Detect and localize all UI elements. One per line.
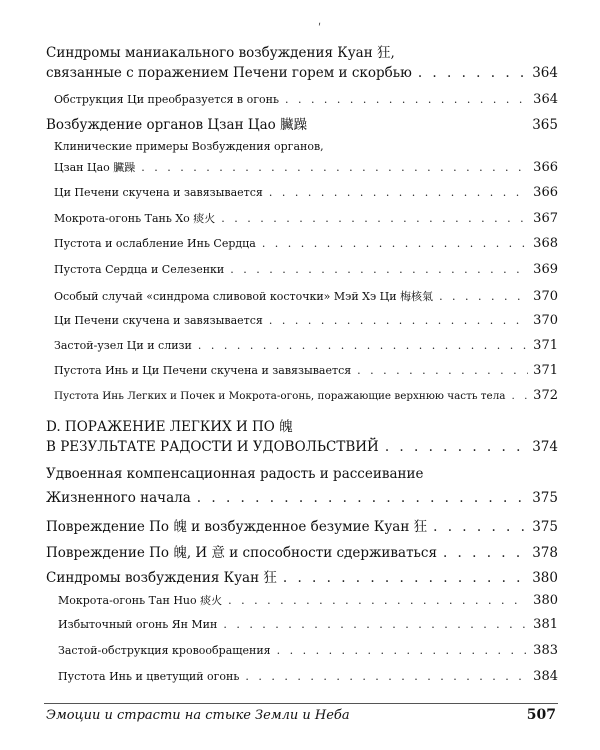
toc-entry xyxy=(46,490,558,506)
toc-entry-label: связанные с поражением Печени горем и скорбью xyxy=(46,65,412,81)
toc-entry xyxy=(46,313,558,328)
toc-entry-label: Застой-обструкция кровообращения xyxy=(58,644,271,657)
toc-entry xyxy=(46,236,558,251)
toc-entry xyxy=(46,617,558,632)
toc-entry-label: Мокрота-огонь Тань Хо 痰火 xyxy=(54,212,216,225)
toc-entry-line1: Синдромы маниакального возбуждения Куан 狂, xyxy=(46,45,395,61)
dot-leader xyxy=(223,618,528,631)
toc-entry-page: 374 xyxy=(532,439,558,455)
margin-mark: ʹ xyxy=(318,22,322,35)
toc-entry-page: 364 xyxy=(532,65,558,81)
dot-leader xyxy=(269,314,528,327)
dot-leader xyxy=(230,263,528,276)
toc-entry-page: 380 xyxy=(533,593,558,608)
dot-leader xyxy=(221,212,528,225)
toc-entry-label: Пустота и ослабление Инь Сердца xyxy=(54,237,256,250)
toc-entry-label: Ци Печени скучена и завязывается xyxy=(54,186,263,199)
dot-leader xyxy=(418,65,528,81)
toc-entry xyxy=(46,65,558,81)
toc-entry xyxy=(46,363,558,378)
toc-entry xyxy=(46,159,558,175)
toc-entry-page: 366 xyxy=(533,185,558,200)
toc-entry xyxy=(46,515,558,535)
toc-section-heading xyxy=(46,439,558,455)
toc-entry-label: Застой-узел Ци и слизи xyxy=(54,339,192,352)
toc-entry xyxy=(46,185,558,200)
toc-entry xyxy=(46,210,558,226)
toc-entry-label: Особый случай «синдрома сливовой косточки» Мэй Хэ Ци 梅核氣 xyxy=(54,290,434,303)
toc-entry-label: Цзан Цао 臟躁 xyxy=(54,161,136,174)
dot-leader xyxy=(385,439,528,455)
toc-entry xyxy=(46,388,558,403)
dot-leader xyxy=(285,93,528,106)
dot-leader xyxy=(245,670,528,683)
toc-entry xyxy=(46,541,558,561)
footer-running-title: Эмоции и страсти на стыке Земли и Неба xyxy=(46,708,350,723)
toc-entry-label: В РЕЗУЛЬТАТЕ РАДОСТИ И УДОВОЛЬСТВИЙ xyxy=(46,439,379,455)
toc-entry-page: 365 xyxy=(532,117,558,133)
dot-leader xyxy=(269,186,528,199)
toc-entry-line1: Клинические примеры Возбуждения органов, xyxy=(54,140,324,153)
toc-entry-label: Повреждение По 魄, И 意 и способности сдерживаться xyxy=(46,545,437,561)
dot-leader xyxy=(512,390,528,402)
toc-entry xyxy=(46,92,558,107)
dot-leader xyxy=(198,339,528,352)
toc-entry-page: 371 xyxy=(533,338,558,353)
toc-entry xyxy=(46,113,558,133)
dot-leader xyxy=(277,644,528,657)
toc-entry-label: Пустота Инь Легких и Почек и Мокрота-огонь, поражающие верхнюю часть тела xyxy=(54,390,506,402)
toc-entry-line1: Удвоенная компенсационная радость и рассеивание xyxy=(46,466,424,482)
toc-entry-page: 378 xyxy=(532,545,558,561)
dot-leader xyxy=(443,545,528,561)
toc-entry-page: 384 xyxy=(533,669,558,684)
toc-entry-label: Обструкция Ци преобразуется в огонь xyxy=(54,93,279,106)
toc-entry-page: 370 xyxy=(533,289,558,304)
footer-divider xyxy=(44,703,558,704)
toc-entry xyxy=(46,262,558,277)
dot-leader xyxy=(228,594,528,607)
toc-entry-label: Избыточный огонь Ян Мин xyxy=(58,618,218,631)
toc-entry xyxy=(46,643,558,658)
toc-entry-label: Жизненного начала xyxy=(46,490,191,506)
dot-leader xyxy=(262,237,528,250)
toc-entry-label: Пустота Сердца и Селезенки xyxy=(54,263,225,276)
toc-entry-page: 371 xyxy=(533,363,558,378)
dot-leader xyxy=(197,490,528,506)
toc-entry-page: 375 xyxy=(532,490,558,506)
toc-entry-page: 369 xyxy=(533,262,558,277)
toc-entry-page: 375 xyxy=(532,519,558,535)
toc-entry-page: 383 xyxy=(533,643,558,658)
toc-entry-page: 367 xyxy=(533,211,558,226)
toc-entry-label: Повреждение По 魄 и возбужденное безумие Куан 狂 xyxy=(46,519,428,535)
toc-entry-label: Пустота Инь и Ци Печени скучена и завязывается xyxy=(54,364,352,377)
dot-leader xyxy=(439,290,528,303)
toc-entry-label: Синдромы возбуждения Куан 狂 xyxy=(46,570,277,586)
toc-entry xyxy=(46,669,558,684)
toc-entry xyxy=(46,288,558,304)
toc-entry-page: 370 xyxy=(533,313,558,328)
toc-entry-page: 364 xyxy=(533,92,558,107)
toc-entry xyxy=(46,566,558,586)
footer-page-number: 507 xyxy=(526,707,556,723)
dot-leader xyxy=(433,519,528,535)
toc-entry-label: Пустота Инь и цветущий огонь xyxy=(58,670,240,683)
toc-entry-page: 368 xyxy=(533,236,558,251)
toc-entry xyxy=(46,592,558,608)
dot-leader xyxy=(357,364,528,377)
toc-entry-page: 381 xyxy=(533,617,558,632)
dot-leader xyxy=(141,161,528,174)
toc-entry-page: 380 xyxy=(532,570,558,586)
toc-entry-label: Мокрота-огонь Тан Нuo 痰火 xyxy=(58,594,223,607)
toc-entry xyxy=(46,338,558,353)
dot-leader xyxy=(283,570,528,586)
toc-entry-label: Ци Печени скучена и завязывается xyxy=(54,314,263,327)
toc-entry-label: Возбуждение органов Цзан Цао 臟躁 xyxy=(46,117,308,133)
toc-section-heading-line1: D. ПОРАЖЕНИЕ ЛЕГКИХ И ПО 魄 xyxy=(46,419,293,435)
toc-entry-page: 372 xyxy=(533,388,558,403)
toc-entry-page: 366 xyxy=(533,160,558,175)
